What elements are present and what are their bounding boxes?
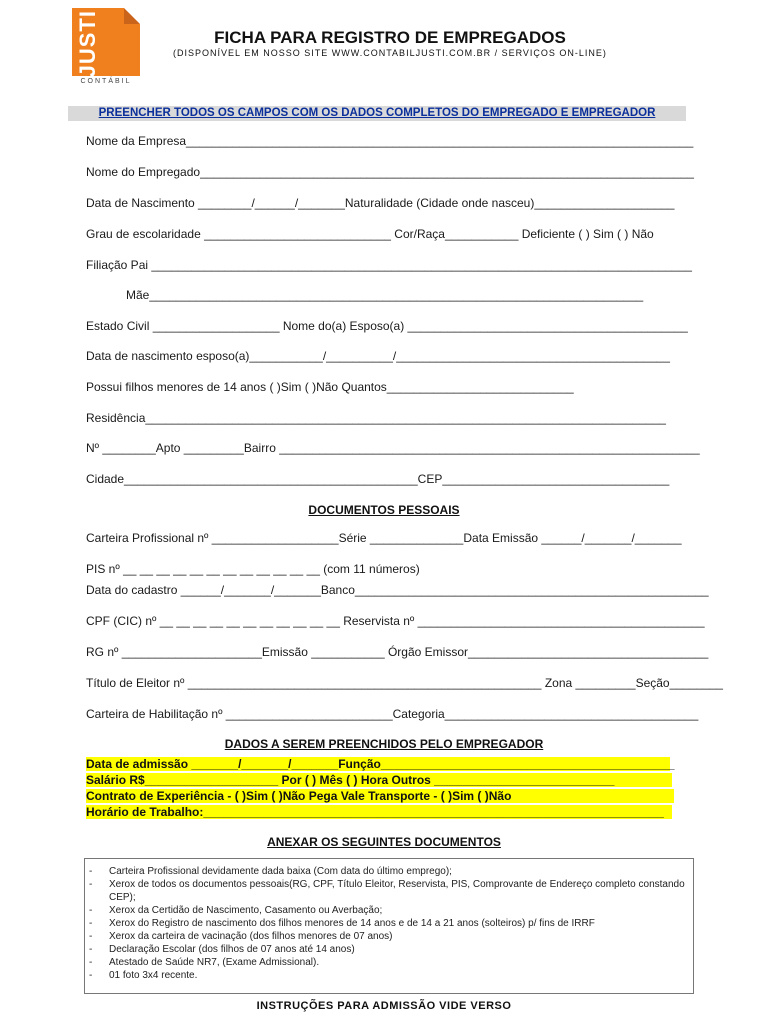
section-documentos-pessoais: DOCUMENTOS PESSOAIS (308, 503, 460, 517)
field-nome-empresa[interactable]: Nome da Empresa____________________________________________________________________________ (86, 134, 694, 148)
list-item: - 01 foto 3x4 recente. (89, 970, 198, 981)
field-filiacao-pai[interactable]: Filiação Pai _________________________________________________________________________________ (86, 258, 692, 272)
instruction-banner: PREENCHER TODOS OS CAMPOS COM OS DADOS COMPLETOS DO EMPREGADO E EMPREGADOR (68, 106, 686, 121)
field-escolaridade[interactable]: Grau de escolaridade ____________________________ Cor/Raça___________ Deficiente ( ) Sim ( ) Não (86, 227, 654, 241)
list-item: - Carteira Profissional devidamente dada baixa (Com data do último emprego); (89, 866, 452, 877)
field-salario[interactable]: Salário R$____________________ Por ( ) Mês ( ) Hora Outros ___________________________ (86, 773, 672, 787)
list-item: - Declaração Escolar (dos filhos de 07 anos até 14 anos) (89, 944, 355, 955)
attachments-list (85, 859, 693, 982)
field-horario-trabalho[interactable]: Horário de Trabalho:_____________________________________________________________________ (86, 805, 672, 819)
field-cpf[interactable]: CPF (CIC) nº __ __ __ __ __ __ __ __ __ __ __ Reservista nº ___________________________________________ (86, 614, 705, 628)
logo-page-fold-icon (124, 8, 140, 24)
field-titulo-eleitor[interactable]: Título de Eleitor nº _____________________________________________________ Zona _________Seção________ (86, 676, 723, 690)
list-item: - Xerox do Registro de nascimento dos filhos menores de 14 anos e de 14 a 21 anos (solteiros) p/ fins de IRRF (89, 918, 595, 929)
section-dados-empregador: DADOS A SEREM PREENCHIDOS PELO EMPREGADOR (224, 737, 544, 751)
field-pis[interactable]: PIS nº __ __ __ __ __ __ __ __ __ __ __ __ (com 11 números) (86, 562, 420, 576)
field-rg[interactable]: RG nº _____________________Emissão ___________ Órgão Emissor____________________________________ (86, 645, 709, 659)
attachments-list-box (84, 858, 694, 994)
list-item: - Xerox da carteira de vacinação (dos filhos menores de 07 anos) (89, 931, 393, 942)
footer-instructions: INSTRUÇÕES PARA ADMISSÃO VIDE VERSO (256, 1000, 512, 1012)
page-title: FICHA PARA REGISTRO DE EMPREGADOS (214, 28, 566, 47)
logo-subtitle: CONTÁBIL (80, 78, 132, 85)
field-data-admissao[interactable]: Data de admissão _______/_______/_______Função____________________________________________ (86, 757, 675, 771)
logo-wordmark: JUSTI (75, 10, 100, 78)
field-nome-empregado[interactable]: Nome do Empregado__________________________________________________________________________ (86, 165, 694, 179)
field-contrato-experiencia[interactable]: Contrato de Experiência - ( )Sim ( )Não Pega Vale Transporte - ( )Sim ( )Não (86, 789, 674, 803)
section-anexar-documentos: ANEXAR OS SEGUINTES DOCUMENTOS (267, 835, 501, 849)
list-item: - Xerox de todos os documentos pessoais(RG, CPF, Título Eleitor, Reservista, PIS, Comprovante de Endereço completo constando CEP); (89, 879, 685, 903)
field-habilitacao[interactable]: Carteira de Habilitação nº _________________________Categoria______________________________________ (86, 707, 699, 721)
list-item: - Atestado de Saúde NR7, (Exame Admissional). (89, 957, 320, 968)
field-carteira-profissional[interactable]: Carteira Profissional nº ___________________Série ______________Data Emissão ______/_______/_______ (86, 531, 682, 545)
field-data-cadastro[interactable]: Data do cadastro ______/_______/_______Banco_____________________________________________________ (86, 583, 709, 597)
field-numero-bairro[interactable]: Nº ________Apto _________Bairro _______________________________________________________________ (86, 441, 700, 455)
field-filiacao-mae[interactable]: Mãe__________________________________________________________________________ (126, 288, 644, 302)
field-cidade-cep[interactable]: Cidade____________________________________________CEP__________________________________ (86, 472, 670, 486)
page-subtitle: (DISPONÍVEL EM NOSSO SITE WWW.CONTABILJUSTI.COM.BR / SERVIÇOS ON-LINE) (173, 48, 607, 58)
justi-logo (72, 8, 140, 86)
field-filhos-menores[interactable]: Possui filhos menores de 14 anos ( )Sim ( )Não Quantos____________________________ (86, 380, 574, 394)
list-item: - Xerox da Certidão de Nascimento, Casamento ou Averbação; (89, 905, 383, 916)
field-data-nascimento[interactable]: Data de Nascimento ________/______/_______Naturalidade (Cidade onde nasceu)_____________________ (86, 196, 675, 210)
field-nascimento-esposo[interactable]: Data de nascimento esposo(a)___________/__________/_________________________________________ (86, 349, 670, 363)
field-residencia[interactable]: Residência______________________________________________________________________________ (86, 411, 666, 425)
field-estado-civil[interactable]: Estado Civil ___________________ Nome do(a) Esposo(a) __________________________________________ (86, 319, 688, 333)
